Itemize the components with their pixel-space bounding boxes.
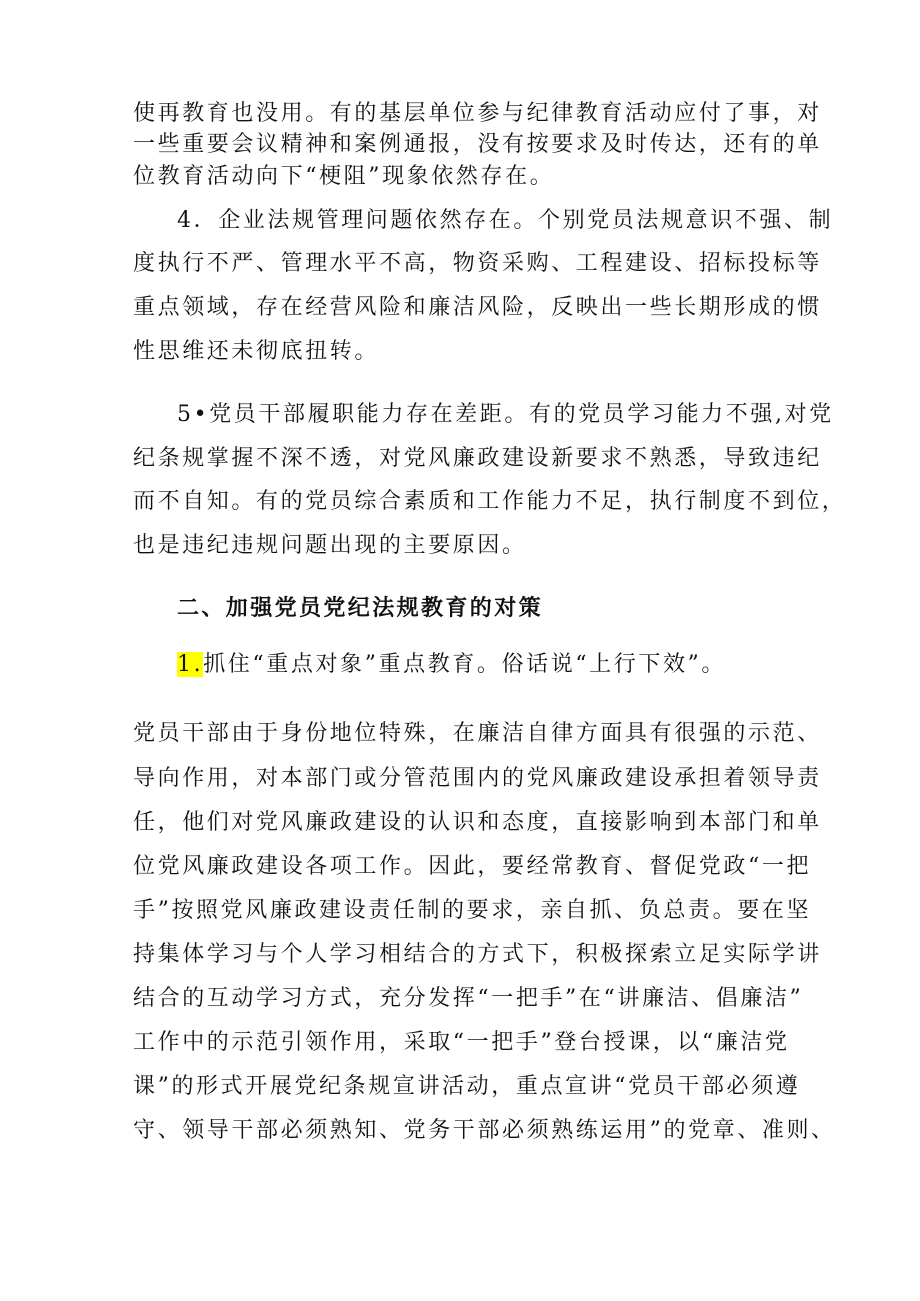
highlighted-number: 1. [177, 652, 204, 677]
paragraph-line-23: 守、领导干部必须熟知、党务干部必须熟练运用”的党章、准则、 [133, 1118, 836, 1143]
paragraph-line-3: 位教育活动向下“梗阻”现象依然存在。 [133, 164, 555, 189]
paragraph-line-7: 性思维还未彻底扭转。 [133, 339, 380, 364]
paragraph-line-1: 使再教育也没用。有的基层单位参与纪律教育活动应付了事，对 [133, 101, 822, 126]
paragraph-line-6: 重点领域，存在经营风险和廉洁风险，反映出一些长期形成的惯 [133, 295, 822, 320]
paragraph-line-5: 度执行不严、管理水平不高，物资采购、工程建设、招标投标等 [133, 251, 822, 276]
paragraph-line-20: 结合的互动学习方式，充分发挥“一把手”在“讲廉洁、倡廉洁” [133, 986, 804, 1011]
paragraph-line-14: 党员干部由于身份地位特殊，在廉洁自律方面具有很强的示范、 [133, 721, 822, 746]
paragraph-line-11: 也是违纪违规问题出现的主要原因。 [133, 533, 527, 558]
paragraph-line-16: 任，他们对党风廉政建设的认识和态度，直接影响到本部门和单 [133, 810, 822, 835]
paragraph-line-22: 课”的形式开展党纪条规宣讲活动，重点宣讲“党员干部必须遵 [133, 1074, 801, 1099]
paragraph-line-13-text: 抓住“重点对象”重点教育。俗话说“上行下效”。 [203, 652, 726, 677]
paragraph-line-4: 4．企业法规管理问题依然存在。个别党员法规意识不强、制 [177, 208, 834, 233]
paragraph-line-10: 而不自知。有的党员综合素质和工作能力不足，执行制度不到位， [133, 489, 847, 514]
paragraph-line-18: 手”按照党风廉政建设责任制的要求，亲自抓、负总责。要在坚 [133, 898, 812, 923]
paragraph-line-19: 持集体学习与个人学习相结合的方式下，积极探索立足实际学讲 [133, 942, 822, 967]
paragraph-line-17: 位党风廉政建设各项工作。因此，要经常教育、督促党政“一把 [133, 854, 812, 879]
paragraph-line-2: 一些重要会议精神和案例通报，没有按要求及时传达，还有的单 [133, 132, 822, 157]
section-heading: 二、加强党员党纪法规教育的对策 [177, 596, 544, 621]
paragraph-line-8: 5•党员干部履职能力存在差距。有的党员学习能力不强,对党 [177, 402, 834, 427]
paragraph-line-9: 纪条规掌握不深不透，对党风廉政建设新要求不熟悉，导致违纪 [133, 446, 822, 471]
paragraph-line-21: 工作中的示范引领作用，采取“一把手”登台授课，以“廉洁党 [133, 1030, 790, 1055]
paragraph-line-15: 导向作用，对本部门或分管范围内的党风廉政建设承担着领导责 [133, 766, 822, 791]
paragraph-line-13 [177, 650, 726, 680]
